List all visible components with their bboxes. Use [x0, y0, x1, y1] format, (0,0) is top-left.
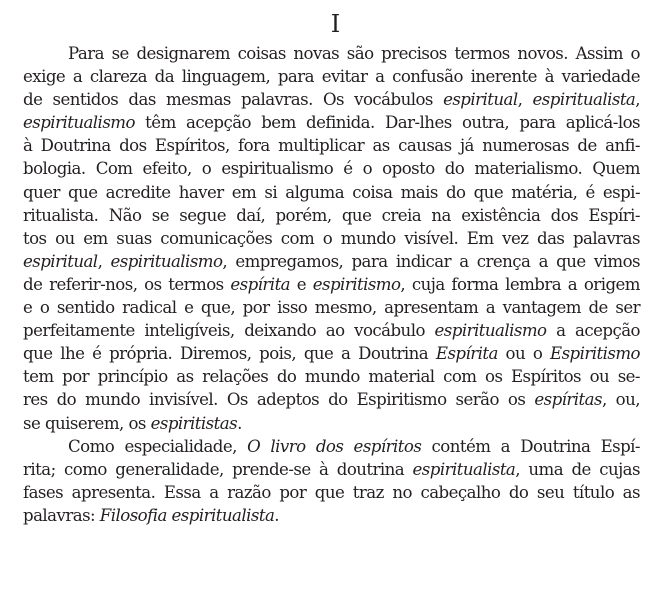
italic-text: Espírita: [435, 344, 498, 364]
text-segment: res do mundo invisível. Os adeptos do Espiritismo serão os: [23, 390, 535, 410]
italic-text: espiritualismo: [434, 321, 547, 341]
text-line: [23, 227, 640, 250]
text-segment: .: [274, 505, 280, 525]
text-segment: contém a Doutrina Espí-: [421, 436, 640, 456]
text-segment: à Doutrina dos Espíritos, fora multiplicar as causas já numerosas de anfi-: [23, 136, 640, 156]
text-line: [23, 504, 640, 527]
text-segment: bologia. Com efeito, o espiritualismo é o oposto do materialismo. Quem: [23, 159, 640, 179]
text-line: [23, 134, 640, 157]
text-line: [23, 458, 640, 481]
text-segment: ,: [97, 251, 111, 271]
chapter-heading: I: [330, 10, 341, 38]
text-line: [23, 88, 640, 111]
italic-text: espiritismo: [312, 274, 401, 294]
italic-text: espiritistas: [150, 413, 238, 433]
text-segment: quer que acredite haver em si alguma coisa mais do que matéria, é espi-: [23, 182, 640, 202]
text-line: [23, 181, 640, 204]
italic-text: espiritualista: [412, 459, 516, 479]
text-line: [23, 412, 640, 435]
text-line: [23, 65, 640, 88]
italic-text: espiritualismo: [23, 113, 135, 133]
italic-text: espiritual: [443, 90, 518, 110]
text-segment: e: [290, 274, 313, 294]
text-segment: têm acepção bem definida. Dar-lhes outra, para aplicá-los: [134, 113, 640, 133]
text-line: [23, 157, 640, 180]
body-text: [23, 42, 640, 527]
italic-text: Espiritismo: [550, 344, 640, 364]
italic-text: espírita: [230, 274, 291, 294]
text-segment: que lhe é própria. Diremos, pois, que a Doutrina: [23, 344, 436, 364]
text-segment: perfeitamente inteligíveis, deixando ao vocábulo: [23, 321, 435, 341]
italic-text: espíritas: [534, 390, 602, 410]
text-line: [23, 481, 640, 504]
text-segment: ,: [517, 90, 533, 110]
text-segment: , ou,: [601, 390, 640, 410]
text-line: [23, 365, 640, 388]
text-segment: de referir-nos, os termos: [23, 274, 231, 294]
text-segment: Para se designarem coisas novas são precisos termos novos. Assim o: [68, 44, 640, 63]
italic-text: O livro dos espíritos: [247, 436, 422, 456]
text-segment: fases apresenta. Essa a razão por que traz no cabeçalho do seu título as: [23, 482, 640, 502]
text-line: [23, 111, 640, 134]
text-line: [23, 435, 640, 458]
text-line: [23, 388, 640, 411]
text-segment: a acepção: [546, 321, 641, 341]
italic-text: espiritualismo: [110, 251, 223, 271]
italic-text: espiritual: [23, 251, 98, 271]
text-segment: de sentidos das mesmas palavras. Os vocábulos: [23, 90, 444, 110]
text-segment: ou o: [497, 344, 551, 364]
text-segment: rita; como generalidade, prende-se à doutrina: [23, 459, 413, 479]
text-segment: Como especialidade,: [68, 436, 248, 456]
text-segment: e o sentido radical e que, por isso mesmo, apresentam a vantagem de ser: [23, 298, 640, 318]
text-line: [23, 250, 640, 273]
italic-text: Filosofia espiritualista: [99, 505, 275, 525]
text-line: [23, 42, 640, 65]
text-line: [23, 204, 640, 227]
text-segment: ,: [635, 90, 641, 110]
text-segment: , uma de cujas: [515, 459, 640, 479]
text-segment: se quiserem, os: [23, 413, 151, 433]
italic-text: espiritualista: [532, 90, 636, 110]
text-segment: palavras:: [23, 505, 100, 525]
text-segment: tos ou em suas comunicações com o mundo visível. Em vez das palavras: [23, 228, 640, 248]
text-segment: , cuja forma lembra a origem: [400, 274, 640, 294]
text-segment: .: [237, 413, 242, 433]
text-segment: exige a clareza da linguagem, para evitar a confusão inerente à variedade: [23, 67, 640, 87]
text-line: [23, 273, 640, 296]
document-page: [23, 0, 640, 527]
text-line: [23, 296, 640, 319]
text-segment: ritualista. Não se segue daí, porém, que creia na existência dos Espíri-: [23, 205, 640, 225]
text-line: [23, 342, 640, 365]
text-segment: , empregamos, para indicar a crença a que vimos: [222, 251, 640, 271]
text-segment: tem por princípio as relações do mundo material com os Espíritos ou se-: [23, 367, 640, 387]
text-line: [23, 319, 640, 342]
